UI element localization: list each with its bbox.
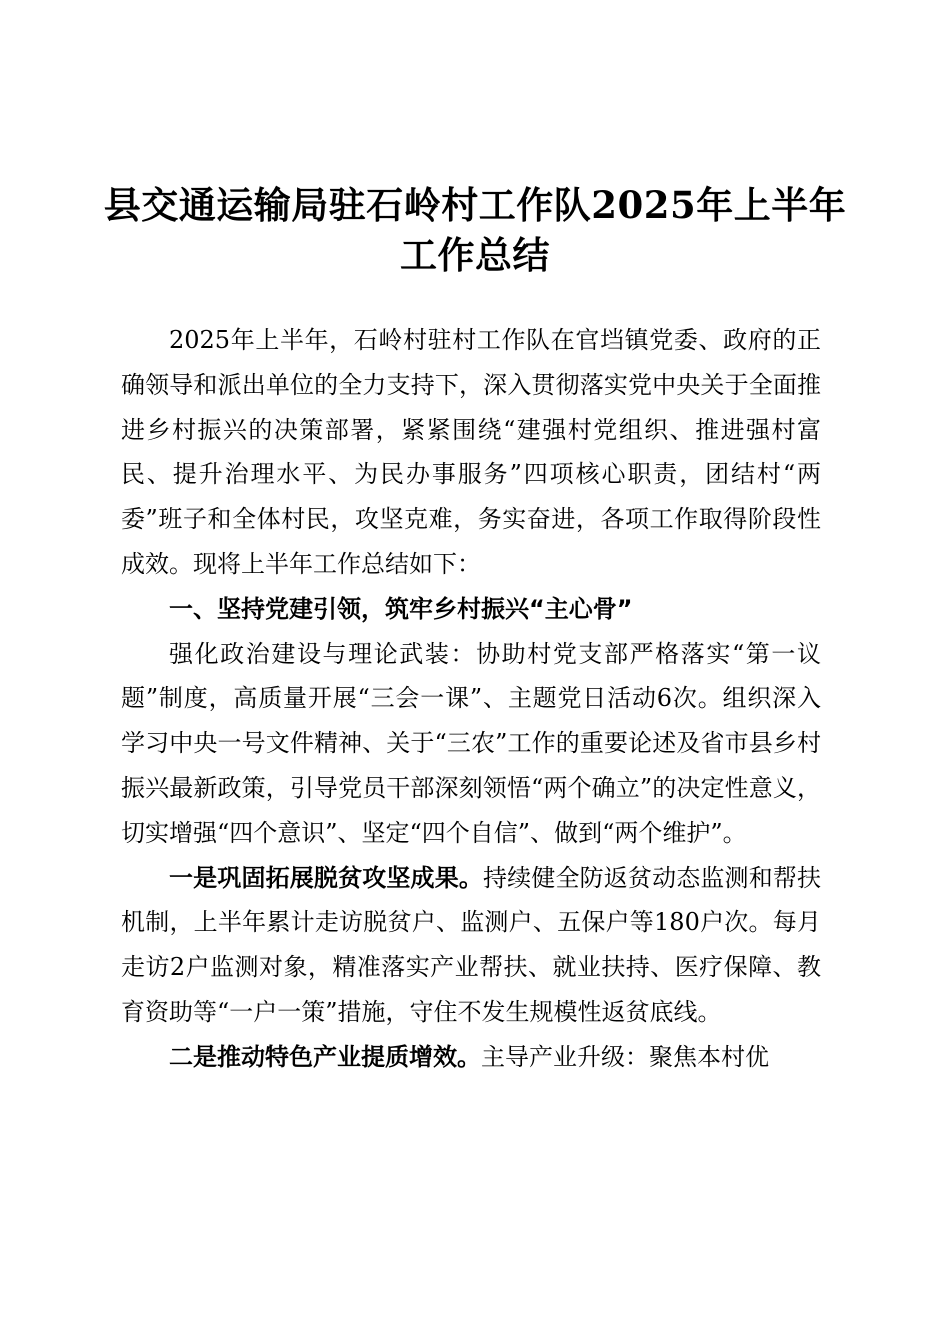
title-line-2: 工作总结 — [400, 233, 550, 277]
section-1-paragraph: 强化政治建设与理论武装：协助村党支部严格落实“第一议题”制度，高质量开展“三会一课”、主题党日活动6次。组织深入学习中央一号文件精神、关于“三农”工作的重要论述及省市县乡村振兴最新政策，引导党员干部深刻领悟“两个确立”的决定性意义，切实增强“四个意识”、坚定“四个自信”、做到“两个维护”。 — [121, 639, 821, 847]
point-2-text: 主导产业升级：聚焦本村优 — [481, 1042, 769, 1071]
section-heading-1: 一、坚持党建引领，筑牢乡村振兴“主心骨” — [169, 594, 633, 623]
point-1-text: 持续健全防返贫动态监测和帮扶机制，上半年累计走访脱贫户、监测户、五保户等180户次。每月走访2户监测对象，精准落实产业帮扶、就业扶持、医疗保障、教育资助等“一户一策”措施，守住不发生规模性返贫底线。 — [121, 863, 821, 1026]
document-body — [121, 318, 821, 1080]
document-title — [100, 180, 850, 280]
point-1-paragraph — [121, 856, 821, 1035]
point-1-lead: 一是巩固拓展脱贫攻坚成果。 — [169, 862, 483, 892]
title-line-1: 县交通运输局驻石岭村工作队2025年上半年 — [103, 183, 847, 227]
intro-paragraph: 2025年上半年，石岭村驻村工作队在官垱镇党委、政府的正确领导和派出单位的全力支持下，深入贯彻落实党中央关于全面推进乡村振兴的决策部署，紧紧围绕“建强村党组织、推进强村富民、提升治理水平、为民办事服务”四项核心职责，团结村“两委”班子和全体村民，攻坚克难，务实奋进，各项工作取得阶段性成效。现将上半年工作总结如下： — [121, 326, 821, 578]
point-2-paragraph — [121, 1035, 821, 1080]
point-2-lead: 二是推动特色产业提质增效。 — [169, 1041, 481, 1071]
